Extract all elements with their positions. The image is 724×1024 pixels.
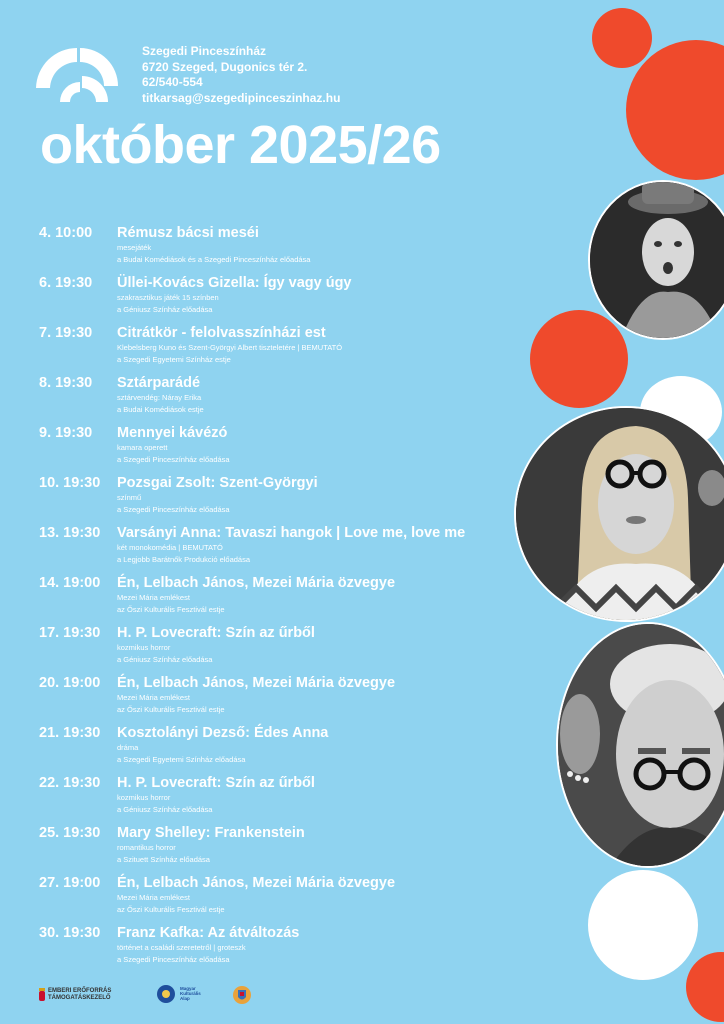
event-company: a Legjobb Barátnők Produkció előadása — [117, 555, 251, 564]
event-date: 21. 19:30 — [39, 725, 101, 741]
event-row[interactable] — [39, 275, 559, 325]
event-title: Franz Kafka: Az átváltozás — [117, 925, 300, 941]
event-company: az Őszi Kulturális Fesztivál estje — [117, 905, 225, 914]
event-row[interactable] — [39, 875, 559, 925]
event-row[interactable] — [39, 625, 559, 675]
event-genre: romantikus horror — [117, 843, 176, 852]
event-date: 30. 19:30 — [39, 925, 101, 941]
event-row[interactable] — [39, 575, 559, 625]
event-company: az Őszi Kulturális Fesztivál estje — [117, 605, 225, 614]
event-genre: mesejáték — [117, 243, 152, 252]
event-genre: kamara operett — [117, 443, 168, 452]
theatre-logo — [36, 46, 118, 102]
event-title: Sztárparádé — [117, 375, 201, 391]
event-company: a Szegedi Egyetemi Színház előadása — [117, 755, 246, 764]
event-date: 6. 19:30 — [39, 275, 93, 291]
event-row[interactable] — [39, 825, 559, 875]
contact-block — [142, 44, 340, 106]
event-genre: két monokomédia | BEMUTATÓ — [117, 543, 223, 552]
event-date: 10. 19:30 — [39, 475, 101, 491]
event-title: H. P. Lovecraft: Szín az űrből — [117, 625, 315, 641]
event-row[interactable] — [39, 425, 559, 475]
actor-photo-3 — [556, 622, 724, 868]
event-title: H. P. Lovecraft: Szín az űrből — [117, 775, 315, 791]
event-genre: dráma — [117, 743, 139, 752]
event-company: a Szegedi Pinceszínház előadása — [117, 955, 230, 964]
event-genre: kozmikus horror — [117, 643, 171, 652]
event-genre: szakrasztikus játék 15 színben — [117, 293, 219, 302]
hungarian-coat-of-arms-icon — [38, 988, 46, 1002]
event-genre: történet a családi szeretetről | groteszk — [117, 943, 246, 952]
event-date: 9. 19:30 — [39, 425, 93, 441]
event-genre: Mezei Mária emlékest — [117, 593, 190, 602]
sponsor-emet — [48, 988, 111, 1002]
event-company: a Szegedi Pinceszínház előadása — [117, 455, 230, 464]
event-date: 27. 19:00 — [39, 875, 101, 891]
event-genre: sztárvendég: Náray Erika — [117, 393, 202, 402]
event-title: Mary Shelley: Frankenstein — [117, 825, 305, 841]
sponsor-nka-line1: Magyar — [180, 986, 196, 991]
event-date: 20. 19:00 — [39, 675, 101, 691]
event-date: 8. 19:30 — [39, 375, 93, 391]
event-date: 4. 10:00 — [39, 225, 93, 241]
white-circle-2 — [588, 870, 698, 980]
event-company: a Szegedi Pinceszínház előadása — [117, 505, 230, 514]
red-circle-4 — [686, 952, 724, 1022]
event-row[interactable] — [39, 375, 559, 425]
event-date: 17. 19:30 — [39, 625, 101, 641]
org-name: Szegedi Pinceszínház — [142, 44, 267, 58]
event-genre: Klebelsberg Kuno és Szent-Györgyi Albert tiszteletére | BEMUTATÓ — [117, 343, 343, 352]
event-row[interactable] — [39, 675, 559, 725]
event-company: a Szituett Színház előadása — [117, 855, 210, 864]
event-title: Rémusz bácsi meséi — [117, 225, 259, 241]
sponsor-emet-line2: TÁMOGATÁSKEZELŐ — [48, 995, 111, 1001]
event-title: Citrátkör - felolvasszínházi est — [117, 325, 326, 341]
sponsor-nka — [180, 986, 201, 1001]
email-link[interactable]: titkarsag@szegedipinceszinhaz.hu — [142, 90, 341, 105]
event-title: Én, Lelbach János, Mezei Mária özvegye — [117, 875, 396, 891]
event-company: a Budai Komédiások és a Szegedi Pinceszínház előadása — [117, 255, 311, 264]
event-company: a Géniusz Színház előadása — [117, 805, 213, 814]
event-genre: kozmikus horror — [117, 793, 171, 802]
event-title: Mennyei kávézó — [117, 425, 228, 441]
event-date: 14. 19:00 — [39, 575, 101, 591]
event-title: Varsányi Anna: Tavaszi hangok | Love me, love me — [117, 525, 466, 541]
event-title: Én, Lelbach János, Mezei Mária özvegye — [117, 675, 396, 691]
sponsor-nka-line3: Alap — [180, 996, 190, 1001]
event-row[interactable] — [39, 525, 559, 575]
events-list — [39, 225, 559, 975]
event-date: 22. 19:30 — [39, 775, 101, 791]
event-title: Pozsgai Zsolt: Szent-Györgyi — [117, 475, 318, 491]
event-title: Én, Lelbach János, Mezei Mária özvegye — [117, 575, 396, 591]
event-company: a Szegedi Egyetemi Színház estje — [117, 355, 231, 364]
event-company: az Őszi Kulturális Fesztivál estje — [117, 705, 225, 714]
event-company: a Géniusz Színház előadása — [117, 305, 213, 314]
actor-photo-1 — [588, 180, 724, 340]
event-row[interactable] — [39, 475, 559, 525]
event-title: Üllei-Kovács Gizella: Így vagy úgy — [117, 275, 352, 291]
event-genre: Mezei Mária emlékest — [117, 893, 190, 902]
event-date: 13. 19:30 — [39, 525, 101, 541]
event-date: 25. 19:30 — [39, 825, 101, 841]
event-company: a Budai Komédiások estje — [117, 405, 204, 414]
nka-logo-icon — [156, 984, 176, 1004]
szeged-coat-of-arms-icon — [232, 985, 252, 1005]
event-genre: színmű — [117, 493, 142, 502]
phone: 62/540-554 — [142, 75, 203, 89]
event-row[interactable] — [39, 325, 559, 375]
event-row[interactable] — [39, 775, 559, 825]
event-row[interactable] — [39, 225, 559, 275]
event-genre: Mezei Mária emlékest — [117, 693, 190, 702]
sponsor-emet-line1: EMBERI ERŐFORRÁS — [48, 988, 112, 994]
event-company: a Géniusz Színház előadása — [117, 655, 213, 664]
event-title: Kosztolányi Dezső: Édes Anna — [117, 725, 329, 741]
event-row[interactable] — [39, 725, 559, 775]
red-circle-1 — [592, 8, 652, 68]
event-date: 7. 19:30 — [39, 325, 93, 341]
page-title: október 2025/26 — [40, 115, 441, 175]
sponsor-nka-line2: Kulturális — [180, 991, 201, 996]
event-row[interactable] — [39, 925, 559, 975]
address: 6720 Szeged, Dugonics tér 2. — [142, 59, 308, 74]
